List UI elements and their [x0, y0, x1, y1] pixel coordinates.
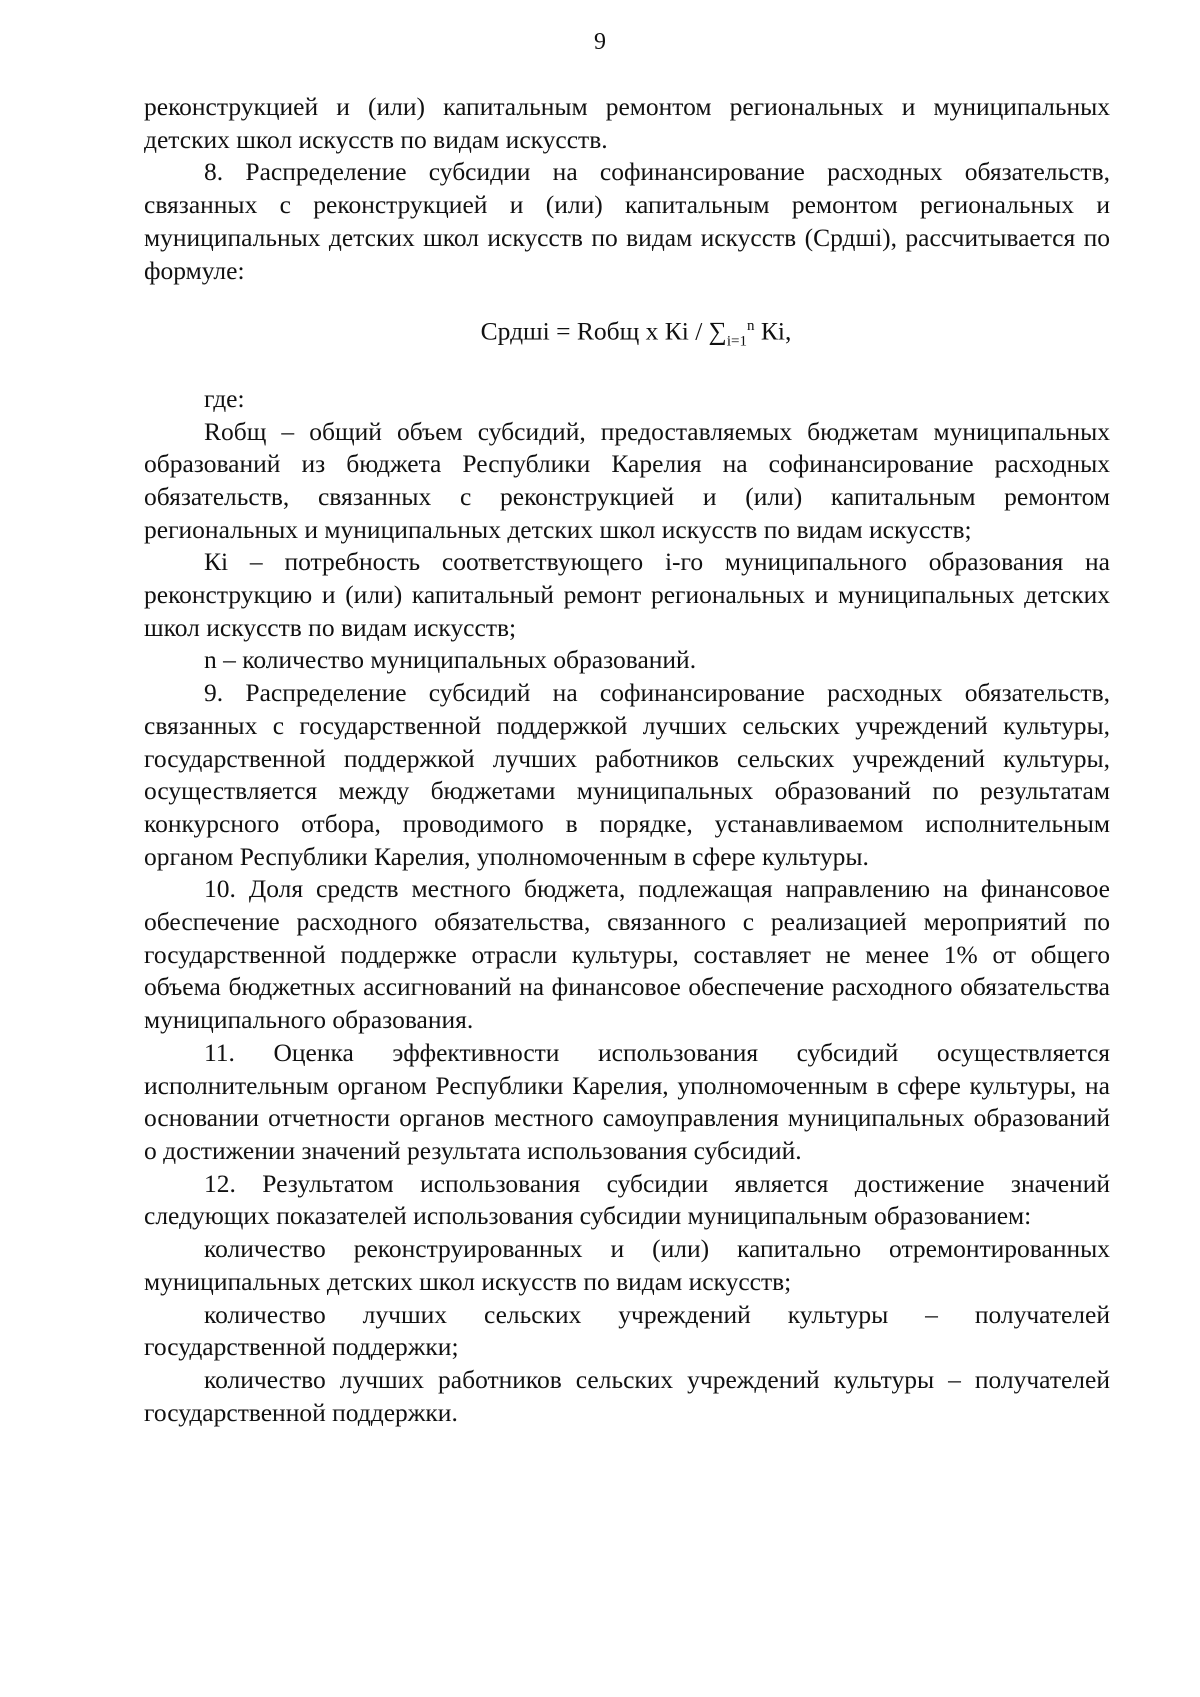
item-9-paragraph: 9. Распределение субсидий на софинансирование расходных обязательств, связанных с государственной поддержкой лучших сельских учреждений культуры, государственной поддержкой лучших работников сельских учреждений культуры, осуществляется между бюджетами муниципальных образований по результатам конкурсного отбора, проводимого в порядке, устанавливаемом исполнительным органом Республики Карелия, уполномоченным в сфере культуры.: [144, 678, 1110, 871]
where-label: где:: [204, 383, 245, 413]
document-body: [144, 91, 1110, 1429]
indicator-item: количество реконструированных и (или) капитально отремонтированных муниципальных детских школ искусств по видам искусств;: [144, 1234, 1110, 1296]
formula-superscript: n: [747, 318, 755, 335]
definition-ki: Кi – потребность соответствующего i-го муниципального образования на реконструкцию и (или) капитальный ремонт региональных и муниципальных детских школ искусств по видам искусств;: [144, 547, 1110, 642]
intro-continuation: реконструкцией и (или) капитальным ремонтом региональных и муниципальных детских школ искусств по видам искусств.: [144, 92, 1110, 154]
item-10-paragraph: 10. Доля средств местного бюджета, подлежащая направлению на финансовое обеспечение расходного обязательства, связанного с реализацией мероприятий по государственной поддержке отрасли культуры, составляет не менее 1% от общего объема бюджетных ассигнований на финансовое обеспечение расходного обязательства муниципального образования.: [144, 874, 1110, 1035]
item-12-paragraph: 12. Результатом использования субсидии является достижение значений следующих показателей использования субсидии муниципальным образованием:: [144, 1168, 1110, 1231]
formula-subscript: i=1: [726, 333, 748, 350]
item-11-paragraph: 11. Оценка эффективности использования субсидий осуществляется исполнительным органом Республики Карелия, уполномоченным в сфере культуры, на основании отчетности органов местного самоуправления муниципальных образований о достижении значений результата использования субсидий.: [144, 1037, 1110, 1165]
indicator-item: количество лучших сельских учреждений культуры – получателей государственной поддержки;: [144, 1299, 1110, 1362]
page-number: 9: [594, 29, 606, 55]
formula-rhs: Кi,: [754, 316, 792, 346]
item-8-paragraph: 8. Распределение субсидии на софинансирование расходных обязательств, связанных с реконструкцией и (или) капитальным ремонтом региональных и муниципальных детских школ искусств по видам искусств (Срдшi), рассчитывается по формуле:: [144, 157, 1110, 285]
definition-robsh: Rобщ – общий объем субсидий, предоставляемых бюджетам муниципальных образований из бюджета Республики Карелия на софинансирование расходных обязательств, связанных с реконструкцией и (или) капитальным ремонтом региональных и муниципальных детских школ искусств по видам искусств;: [144, 416, 1110, 544]
distribution-formula: [144, 309, 1110, 359]
formula-lhs: Срдшi = Rобщ х Кi / ∑: [480, 316, 727, 346]
indicator-item: количество лучших работников сельских учреждений культуры – получателей государственной поддержки.: [144, 1364, 1110, 1427]
definition-n: n – количество муниципальных образований.: [204, 645, 697, 675]
